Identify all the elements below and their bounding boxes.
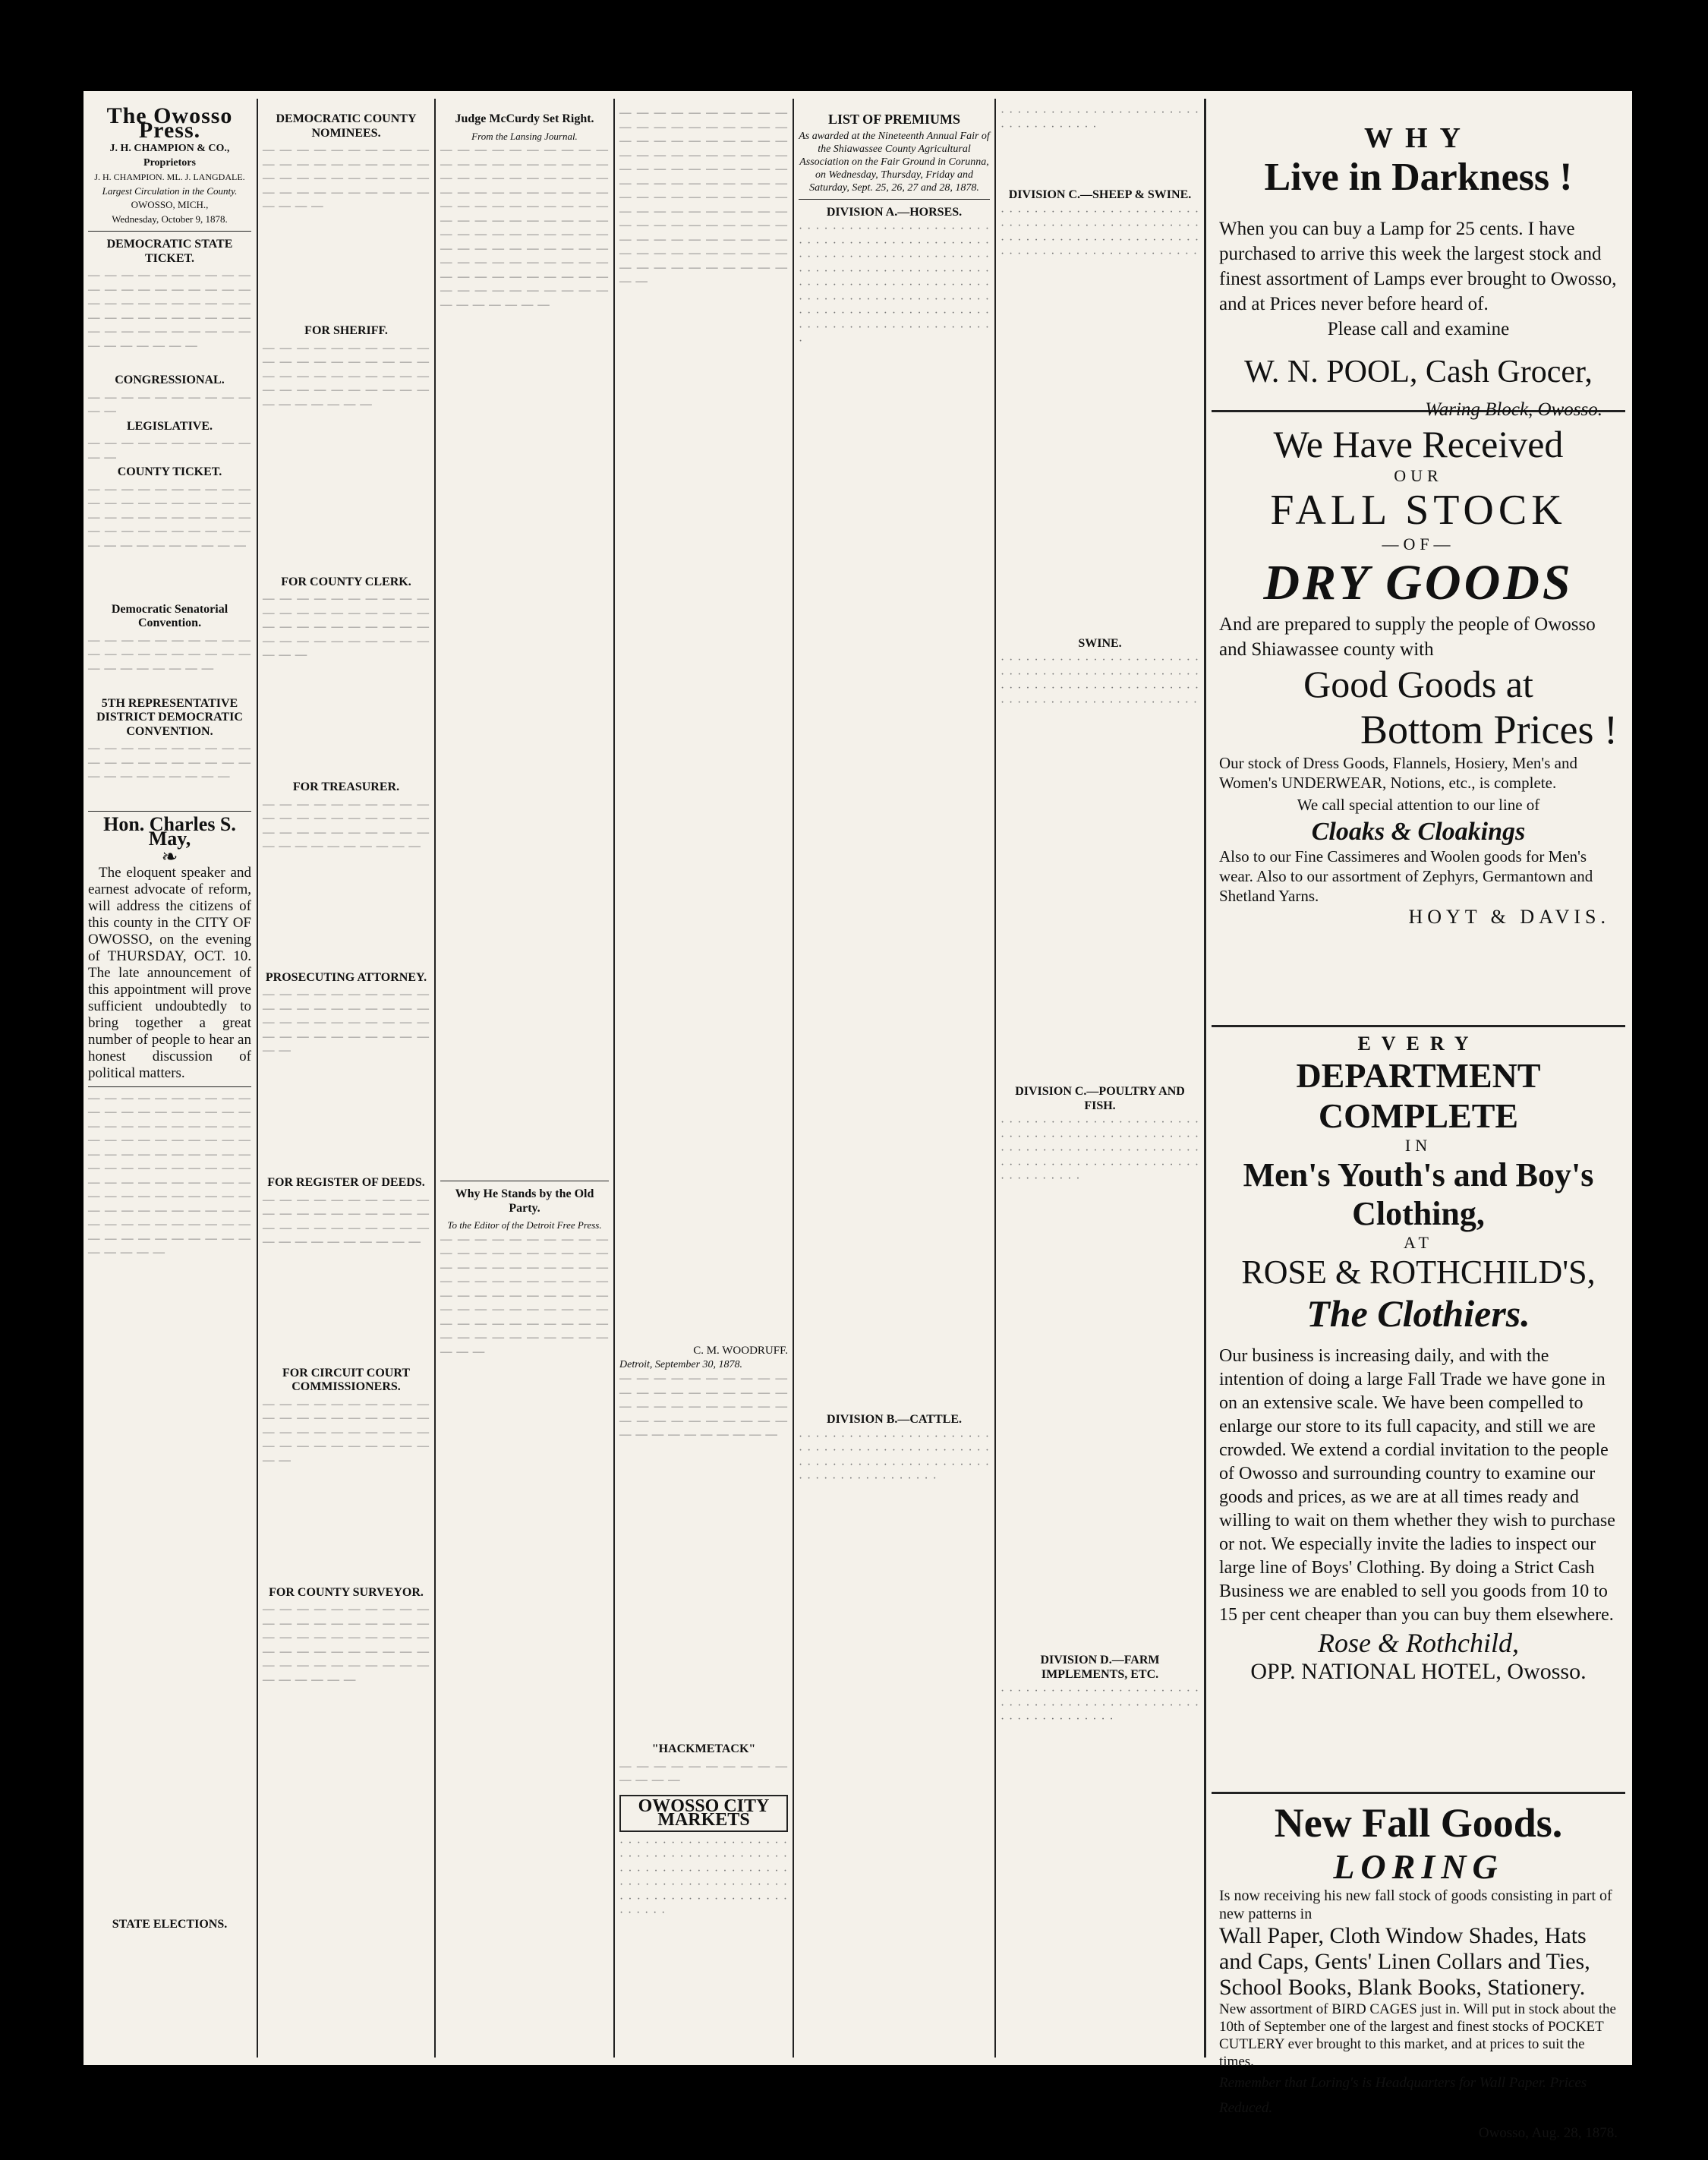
dry-goods-stock: Our stock of Dress Goods, Flannels, Hosiery, Men's and Women's UNDERWEAR, Notions, etc., is complete. [1219,754,1577,792]
poultry-list: · · · · · · · · · · · · · · · · · · · · · · · · · · · · · · · · · · · · · · · · · · · · · · · · · · · · · · · · · · · · · · · · · · · · · · · · · · · · · · · · · · · · · · · · · · · · · · · · · · · · · · · · · · [1001,1116,1199,1185]
lamp-ad-headline: Live in Darkness ! [1264,156,1573,199]
old-party-heading: Why He Stands by the Old Party. [455,1187,594,1215]
clothing-clothiers: The Clothiers. [1306,1292,1530,1335]
surveyor-heading: FOR COUNTY SURVEYOR. [269,1585,424,1599]
dry-goods-title: DRY GOODS [1263,555,1574,610]
clothing-every: EVERY [1357,1033,1480,1055]
state-ticket-heading: DEMOCRATIC STATE TICKET. [106,238,233,265]
mccurdy-body: — — — — — — — — — — — — — — — — — — — — — — — — — — — — — — — — — — — — — — — — — — — — — — — — — — — — — — — — — — — — — — — — — — — — — — — — — — — — — — — — — — — — — — — — — — — — — — — — — — — — — — — — — — — — — — — — — — — — — [440,143,609,311]
swine-heading: SWINE. [1078,636,1122,650]
loring-ad [1212,1799,1625,2141]
old-party-source: To the Editor of the Detroit Free Press. [447,1219,602,1231]
county-ticket-heading: COUNTY TICKET. [117,465,222,478]
division-a-heading: DIVISION A.—HORSES. [826,205,963,219]
dry-goods-our: OUR [1394,466,1443,485]
masthead-circulation: Largest Circulation in the County. [102,184,238,197]
division-c-list: · · · · · · · · · · · · · · · · · · · · · · · · · · · · · · · · · · · · · · · · · · · · · · · · · · · · · · · · · · · · · · · · · · · · · · · · · · · · · · · · · · · · · · · · · · · · · · · · [1001,205,1199,260]
signature: C. M. WOODRUFF. [693,1345,788,1357]
clothing-dept: DEPARTMENT COMPLETE [1296,1056,1541,1135]
loring-cages: New assortment of BIRD CAGES just in. Will put in stock about the 10th of September one of the largest and finest stocks of POCKET CUTLERY ever brought to this market, and at prices to suit the times. [1219,2001,1616,2070]
column-4-body: — — — — — — — — — — — — — — — — — — — — — — — — — — — — — — — — — — — — — — — — — — — — — — — — — — — — — — — — — — — — — — — — — — — — — — — — — — — — — — — — — — — — — — — — — — — — — — — — — — — — — — — — — — — — — — — — — — — — — — — — — — [619,106,788,288]
newspaper-page [84,91,1632,2141]
congressional-heading: CONGRESSIONAL. [115,374,225,386]
dry-goods-cloaks-note: We call special attention to our line of [1297,796,1540,814]
loring-date: Owosso, Aug. 28, 1878. [1478,2125,1618,2141]
poultry-heading: DIVISION C.—POULTRY AND FISH. [1015,1085,1185,1112]
column-6: · · · · · · · · · · · · · · · · · · · · · · · · · · · · · · · · · · · · DIVISION C.—SHEEP & SWINE. · · · · · · · · · · · · · · · · · · · · · · · · · · · · · · · · · · · · · · · · · · · · · · · · · · · · · · · · · · · · · · · · · · · · · · · · · · · · · · · · · · · · · · · · · · · · · · · · SWINE. · · · · · · · · · · · · · · · · · · · · · · · · · · · · · · · · · · · · · · · · · · · · · · · · · · · · · · · · · · · · · · · · · · · · · · · · · · · · · · · · · · · · · · · · · · · · · · · · DIVISION C.—POULTRY AND FISH. · · · · · · · · · · · · · · · · · · · · · · · · · · · · · · · · · · · · · · · · · · · · · · · · · · · · · · · · · · · · · · · · · · · · · · · · · · · · · · · · · · · · · · · · · · · · · · · · · · · · · · · · · · DIVISION D.—FARM IMPLEMENTS, ETC. · · · · · · · · · · · · · · · · · · · · · · · · · · · · · · · · · · · · · · · · · · · · · · · · · · · · · · · · · · · · · · [1001,106,1199,2058]
column-1: The Owosso Press. J. H. CHAMPION & CO., Proprietors J. H. CHAMPION. ML. J. LANGDALE. Largest Circulation in the County. OWOSSO, MICH., Wednesday, October 9, 1878. DEMOCRATIC STATE TICKET. — — — — — — — — — — — — — — — — — — — — — — — — — — — — — — — — — — — — — — — — — — — — — — — — — — — — — — — — — CONGRESSIONAL. — — — — — — — — — — — — LEGISLATIVE. — — — — — — — — — — — — COUNTY TICKET. — — — — — — — — — — — — — — — — — — — — — — — — — — — — — — — — — — — — — — — — — — — — — — — — — — Democratic Senatorial Convention. — — — — — — — — — — — — — — — — — — — — — — — — — — — — 5TH REPRESENTATIVE DISTRICT DEMOCRATIC CONVENTION. — — — — — — — — — — — — — — — — — — — — — — — — — — — — — Hon. Charles S. May, ❧ The eloquent speaker and earnest advocate of reform, will address the citizens of this county in the CITY OF OWOSSO, on the evening of THURSDAY, OCT. 10. The late announcement of this appointment will prove sufficient undoubtedly to bring together a great number of people to hear an honest discussion of political matters. — — — — — — — — — — — — — — — — — — — — — — — — — — — — — — — — — — — — — — — — — — — — — — — — — — — — — — — — — — — — — — — — — — — — — — — — — — — — — — — — — — — — — — — — — — — — — — — — — — — — — — — — — — — — — — — — — — — STATE ELECTIONS. [88,103,251,1931]
rep-district-heading: 5TH REPRESENTATIVE DISTRICT DEMOCRATIC CONVENTION. [96,696,243,738]
register-heading: FOR REGISTER OF DEEDS. [267,1176,425,1189]
loring-new: New Fall Goods. [1274,1800,1563,1846]
clothing-opp: OPP. NATIONAL HOTEL, Owosso. [1250,1659,1587,1684]
lamp-ad-text: When you can buy a Lamp for 25 cents. I have purchased to arrive this week the largest stock and finest assortment of Lamps ever brought to Owosso, and at Prices never before heard of. [1219,219,1617,314]
county-nominees-heading: DEMOCRATIC COUNTY NOMINEES. [276,112,417,140]
signature-place: Detroit, September 30, 1878. [619,1358,743,1370]
mccurdy-source: From the Lansing Journal. [471,130,578,142]
clothing-at: AT [1404,1233,1433,1252]
state-elections-heading: STATE ELECTIONS. [112,1917,228,1931]
treasurer-heading: FOR TREASURER. [292,780,400,793]
dry-goods-bottom: Bottom Prices ! [1360,707,1618,752]
division-c-heading: DIVISION C.—SHEEP & SWINE. [1008,188,1192,201]
division-a-list: · · · · · · · · · · · · · · · · · · · · · · · · · · · · · · · · · · · · · · · · · · · · · · · · · · · · · · · · · · · · · · · · · · · · · · · · · · · · · · · · · · · · · · · · · · · · · · · · · · · · · · · · · · · · · · · · · · · · · · · · · · · · · · · · · · · · · · · · · · · · · · · · · · · · · · · · · · · · · · · · · · · · · · · · · · · · · · · · · · · · · · · · · [799,222,990,348]
mccurdy-heading: Judge McCurdy Set Right. [455,112,594,125]
lamp-ad-block: Waring Block, Owosso. [1425,399,1602,420]
markets-table: · · · · · · · · · · · · · · · · · · · · · · · · · · · · · · · · · · · · · · · · · · · · · · · · · · · · · · · · · · · · · · · · · · · · · · · · · · · · · · · · · · · · · · · · · · · · · · · · · · · · · · · · · · [619,1836,788,1919]
clothing-sign: Rose & Rothchild, [1318,1628,1519,1658]
division-d-heading: DIVISION D.—FARM IMPLEMENTS, ETC. [1040,1654,1160,1681]
clerk-heading: FOR COUNTY CLERK. [281,575,411,588]
masthead-title: The Owosso Press. [106,103,233,143]
swine-list: · · · · · · · · · · · · · · · · · · · · · · · · · · · · · · · · · · · · · · · · · · · · · · · · · · · · · · · · · · · · · · · · · · · · · · · · · · · · · · · · · · · · · · · · · · · · · · · · [1001,654,1199,709]
legislative-heading: LEGISLATIVE. [126,419,213,433]
may-announcement: The eloquent speaker and earnest advocate of reform, will address the citizens of this county in the CITY OF OWOSSO, on the evening of THURSDAY, OCT. 10. The late announcement of this appointment will prove sufficient undoubtedly to bring together a great number of people to hear an honest discussion of political matters. [88,864,251,1081]
dry-goods-headline: We Have Received [1273,423,1564,465]
ticket-names: — — — — — — — — — — — — — — — — — — — — — — — — — — — — — — — — — — — — — — — — — — — — — — — — — — — — — — — — — [88,269,251,352]
loring-items: Wall Paper, Cloth Window Shades, Hats and Caps, Gents' Linen Collars and Ties, School Books, Blank Books, Stationery. [1219,1923,1590,2000]
loring-name: LORING [1333,1847,1504,1886]
eagle-icon: ❧ [161,846,178,868]
lamp-ad [1212,121,1625,420]
column-2: DEMOCRATIC COUNTY NOMINEES. — — — — — — — — — — — — — — — — — — — — — — — — — — — — — — — — — — — — — — — — — — — — FOR SHERIFF. — — — — — — — — — — — — — — — — — — — — — — — — — — — — — — — — — — — — — — — — — — — — — — — FOR COUNTY CLERK. — — — — — — — — — — — — — — — — — — — — — — — — — — — — — — — — — — — — — — — — — — — FOR TREASURER. — — — — — — — — — — — — — — — — — — — — — — — — — — — — — — — — — — — — — — — — PROSECUTING ATTORNEY. — — — — — — — — — — — — — — — — — — — — — — — — — — — — — — — — — — — — — — — — — — FOR REGISTER OF DEEDS. — — — — — — — — — — — — — — — — — — — — — — — — — — — — — — — — — — — — — — — — FOR CIRCUIT COURT COMMISSIONERS. — — — — — — — — — — — — — — — — — — — — — — — — — — — — — — — — — — — — — — — — — — FOR COUNTY SURVEYOR. — — — — — — — — — — — — — — — — — — — — — — — — — — — — — — — — — — — — — — — — — — — — — — — — — — — — — — — — [263,112,430,1686]
masthead-publisher: J. H. CHAMPION & CO., Proprietors [109,143,230,169]
masthead-date: Wednesday, October 9, 1878. [112,213,228,225]
hackmatack-heading: "HACKMETACK" [651,1742,756,1755]
loring-remember: Remember that Loring's is Headquarters for Wall Paper. Prices Reduced. [1219,2075,1587,2116]
division-b-heading: DIVISION B.—CATTLE. [827,1413,962,1426]
markets-heading: OWOSSO CITY MARKETS [619,1795,788,1832]
division-b-list: · · · · · · · · · · · · · · · · · · · · · · · · · · · · · · · · · · · · · · · · · · · · · · · · · · · · · · · · · · · · · · · · · · · · · · · · · · · · · · · · · · · · · · [799,1430,990,1485]
dry-goods-fall-stock: FALL STOCK [1270,487,1567,534]
clothing-in: IN [1404,1136,1432,1155]
clothing-body: Our business is increasing daily, and with the intention of doing a large Fall Trade we have gone in on an extensive scale. We have been compelled to enlarge our store to its full capacity, and still we are crowded. We extend a cordial invitation to the people of Owosso and surrounding country to examine our goods and prices, as we are at all times ready and willing to wait on them whether they wish to purchase or not. We especially invite the ladies to inspect our large line of Boys' Clothing. By doing a Strict Cash Business we are enabled to sell you goods from 10 to 15 per cent cheaper than you can buy them elsewhere. [1219,1346,1615,1625]
masthead-place: OWOSSO, MICH., [131,199,209,210]
dry-goods-prepared: And are prepared to supply the people of Owosso and Shiawassee county with [1219,614,1596,660]
sheriff-heading: FOR SHERIFF. [304,324,388,337]
lamp-ad-name: W. N. POOL, Cash Grocer, [1244,355,1593,389]
clothing-firm: ROSE & ROTHCHILD'S, [1241,1253,1596,1291]
division-d-list: · · · · · · · · · · · · · · · · · · · · · · · · · · · · · · · · · · · · · · · · · · · · · · · · · · · · · · · · · · · · · · [1001,1685,1199,1726]
premiums-heading: LIST OF PREMIUMS [827,112,961,127]
prosecuting-heading: PROSECUTING ATTORNEY. [265,970,427,984]
column-3 [440,106,609,2058]
old-party-body: — — — — — — — — — — — — — — — — — — — — — — — — — — — — — — — — — — — — — — — — — — — — — — — — — — — — — — — — — — — — — — — — — — — — — — — — — — — — — — — — — — — [440,1232,609,1358]
clothing-mens: Men's Youth's and Boy's Clothing, [1243,1156,1594,1232]
column-1-body: — — — — — — — — — — — — — — — — — — — — — — — — — — — — — — — — — — — — — — — — — — — — — — — — — — — — — — — — — — — — — — — — — — — — — — — — — — — — — — — — — — — — — — — — — — — — — — — — — — — — — — — — — — — — — — — — — — — [88,1091,251,1259]
column-4: — — — — — — — — — — — — — — — — — — — — — — — — — — — — — — — — — — — — — — — — — — — — — — — — — — — — — — — — — — — — — — — — — — — — — — — — — — — — — — — — — — — — — — — — — — — — — — — — — — — — — — — — — — — — — — — — — — — — — — — — — — C. M. WOODRUFF. Detroit, September 30, 1878. — — — — — — — — — — — — — — — — — — — — — — — — — — — — — — — — — — — — — — — — — — — — — — — — — — "HACKMETACK" — — — — — — — — — — — — — — OWOSSO CITY MARKETS · · · · · · · · · · · · · · · · · · · · · · · · · · · · · · · · · · · · · · · · · · · · · · · · · · · · · · · · · · · · · · · · · · · · · · · · · · · · · · · · · · · · · · · · · · · · · · · · · · · · · · · · · · [619,106,788,2058]
dry-goods-also: Also to our Fine Cassimeres and Woolen goods for Men's wear. Also to our assortment of Zephyrs, Germantown and Shetland Yarns. [1219,847,1593,905]
lamp-ad-why: WHY [1364,122,1473,154]
dry-goods-of: —OF— [1382,534,1455,553]
premiums-subheading: As awarded at the Nineteenth Annual Fair of the Shiawassee County Agricultural Association on the Fair Ground in Corunna, on Wednesday, Thursday, Friday and Saturday, Sept. 25, 26, 27 and 28, 1878. [799,130,990,194]
lamp-ad-please: Please call and examine [1327,319,1510,339]
loring-intro: Is now receiving his new fall stock of goods consisting in part of new patterns in [1219,1887,1612,1922]
column-5 [799,106,990,2058]
clothing-ad [1212,1033,1625,1794]
commissioners-heading: FOR CIRCUIT COURT COMMISSIONERS. [282,1366,411,1393]
dry-goods-firm: HOYT & DAVIS. [1408,906,1610,928]
dry-goods-cloaks: Cloaks & Cloakings [1311,818,1526,846]
may-heading: Hon. Charles S. May, [103,813,236,850]
dry-goods-ad [1212,418,1625,1027]
masthead-publisher-names: J. H. CHAMPION. ML. J. LANGDALE. [94,172,245,182]
dry-goods-good: Good Goods at [1303,663,1533,705]
senatorial-heading: Democratic Senatorial Convention. [111,602,228,629]
